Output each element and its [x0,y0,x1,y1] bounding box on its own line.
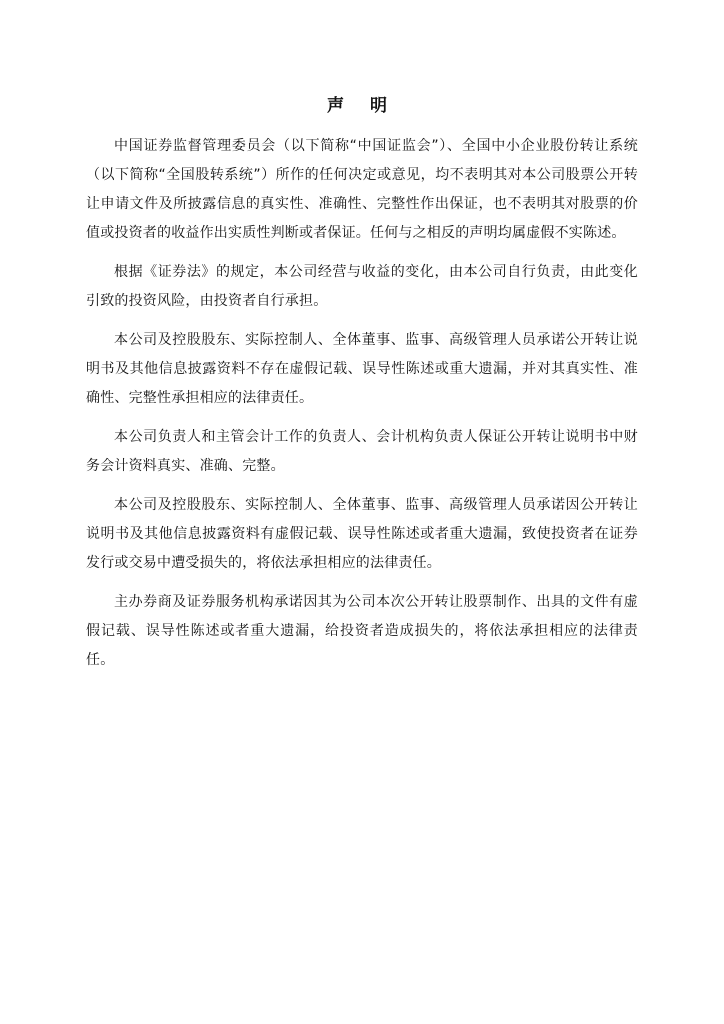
page-title: 声 明 [327,96,397,116]
paragraph-financial-guarantee: 本公司负责人和主管会计工作的负责人、会计机构负责人保证公开转让说明书中财务会计资料真实、准确、完整。 [86,429,638,474]
paragraph-disclaimer: 中国证券监督管理委员会（以下简称“中国证监会”）、全国中小企业股份转让系统（以下简称“全国股转系统”）所作的任何决定或意见，均不表明其对本公司股票公开转让申请文件及所披露信息的真实性、准确性、完整性作出保证，也不表明其对股票的价值或投资者的收益作出实质性判断或者保证。任何与之相反的声明均属虚假不实陈述。 [86,138,638,241]
paragraph-investment-risk: 根据《证券法》的规定，本公司经营与收益的变化，由本公司自行负责，由此变化引致的投资风险，由投资者自行承担。 [86,264,638,309]
paragraph-liability-commitment: 本公司及控股股东、实际控制人、全体董事、监事、高级管理人员承诺因公开转让说明书及其他信息披露资料有虚假记载、误导性陈述或者重大遗漏，致使投资者在证券发行或交易中遭受损失的，将依法承担相应的法律责任。 [86,497,638,571]
statement-body [86,132,638,685]
paragraph-management-commitment: 本公司及控股股东、实际控制人、全体董事、监事、高级管理人员承诺公开转让说明书及其他信息披露资料不存在虚假记载、误导性陈述或重大遗漏，并对其真实性、准确性、完整性承担相应的法律责任。 [86,332,638,406]
paragraph-broker-commitment: 主办券商及证券服务机构承诺因其为公司本次公开转让股票制作、出具的文件有虚假记载、误导性陈述或者重大遗漏，给投资者造成损失的，将依法承担相应的法律责任。 [86,594,638,668]
